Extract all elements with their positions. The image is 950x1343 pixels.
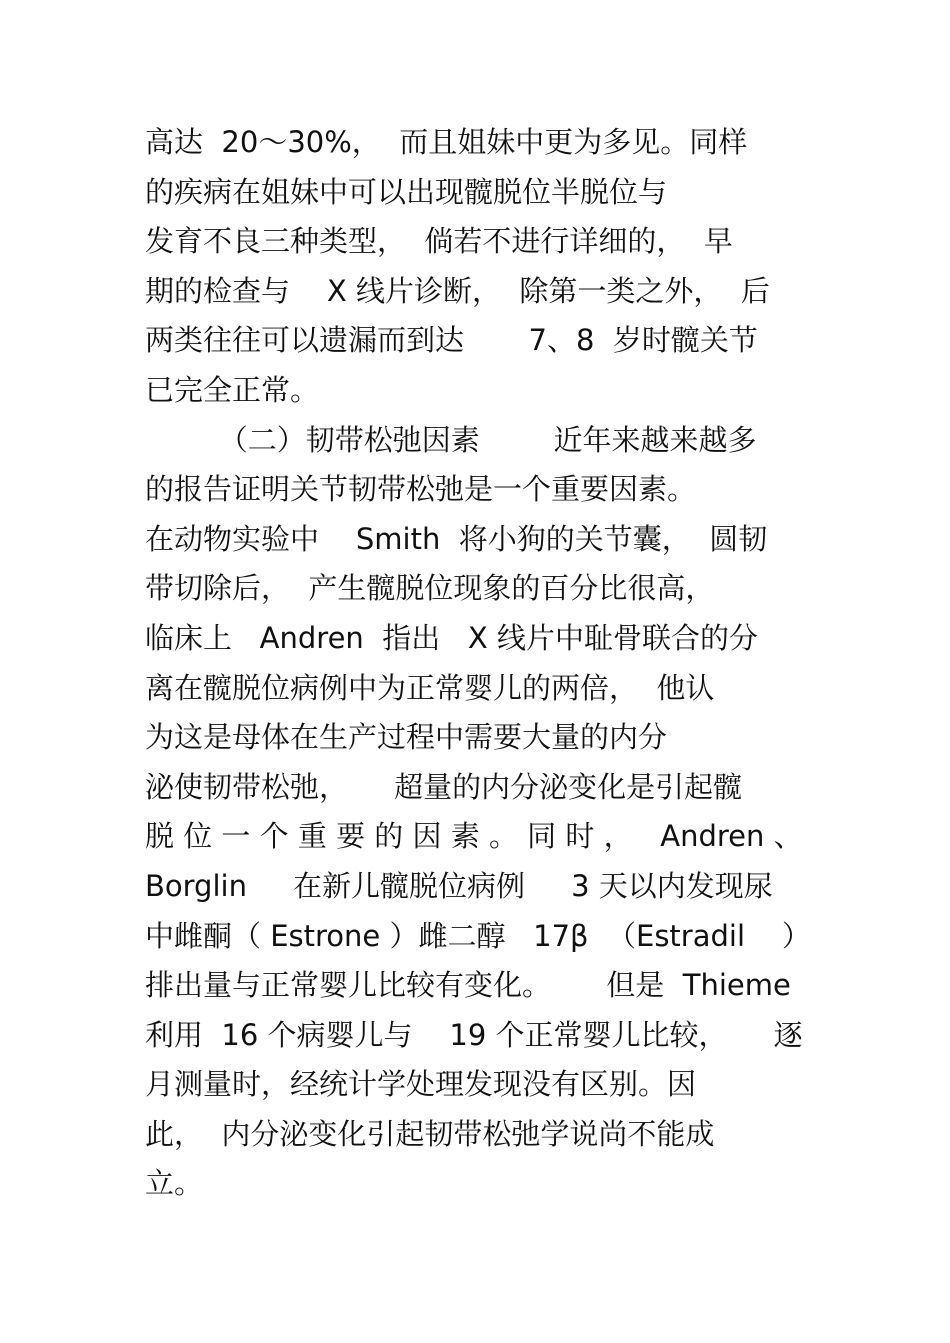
text-line: 发育不良三种类型， 倘若不进行详细的， 早: [145, 224, 733, 259]
text-line: 排出量与正常婴儿比较有变化。 但是 Thieme: [145, 968, 791, 1003]
text-line: 高达 20～30%， 而且姐妹中更为多见。同样: [145, 125, 748, 159]
text-line: 泌使韧带松弛， 超量的内分泌变化是引起髋: [145, 769, 743, 804]
text-line: 为这是母体在生产过程中需要大量的内分: [145, 720, 668, 755]
text-line: 的疾病在姐妹中可以出现髋脱位半脱位与: [145, 174, 668, 209]
text-line: 在动物实验中 Smith 将小狗的关节囊， 圆韧: [145, 521, 768, 556]
text-line: 期的检查与 X 线片诊断， 除第一类之外， 后: [145, 273, 770, 308]
text-line: 立。: [145, 1166, 204, 1201]
text-line: 带切除后， 产生髋脱位现象的百分比很高，: [145, 571, 715, 606]
text-line: 的报告证明关节韧带松弛是一个重要因素。: [145, 472, 697, 507]
text-line: 已完全正常。: [145, 372, 320, 407]
section-heading-line: （二）韧带松弛因素 近年来越来越多: [145, 422, 757, 457]
text-line: 离在髋脱位病例中为正常婴儿的两倍， 他认: [145, 670, 715, 705]
text-line: 利用 16 个病婴儿与 19 个正常婴儿比较， 逐: [145, 1017, 803, 1052]
text-line: 临床上 Andren 指出 X 线片中耻骨联合的分: [145, 620, 758, 655]
text-line: 月测量时，经统计学处理发现没有区别。因: [145, 1067, 697, 1102]
text-line: 中雌酮（ Estrone ）雌二醇 17β （Estradil ）: [145, 918, 811, 953]
text-line: 两类往往可以遗漏而到达 7、8 岁时髋关节: [145, 323, 758, 358]
text-line: 脱 位 一 个 重 要 的 因 素 。 同 时 ， Andren 、: [145, 819, 803, 854]
text-line: 此， 内分泌变化引起韧带松弛学说尚不能成: [145, 1116, 715, 1151]
text-line: Borglin 在新儿髋脱位病例 3 天以内发现尿: [145, 868, 773, 903]
body-text: [145, 118, 825, 1209]
